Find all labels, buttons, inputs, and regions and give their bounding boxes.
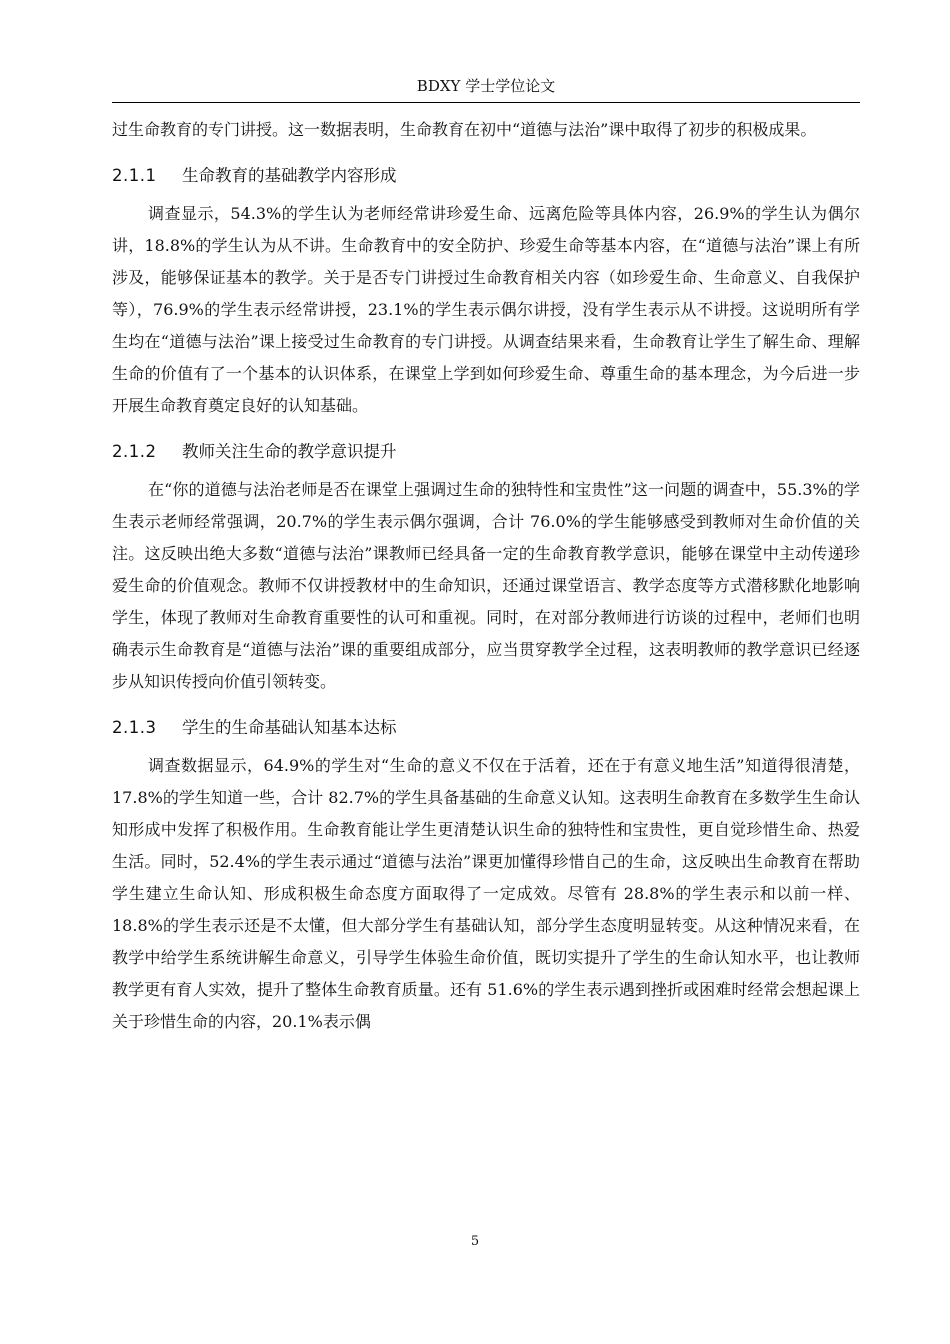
paragraph-2-1-2: 在“你的道德与法治老师是否在课堂上强调过生命的独特性和宝贵性”这一问题的调查中，55.3%的学生表示老师经常强调，20.7%的学生表示偶尔强调，合计 76.0%的学生能够感受到教师对生命价值的关注。这反映出绝大多数“道德与法治”课教师已经具备一定的生命教育教学意识，能够在课堂中主动传递珍爱生命的价值观念。教师不仅讲授教材中的生命知识，还通过课堂语言、教学态度等方式潜移默化地影响学生，体现了教师对生命教育重要性的认可和重视。同时，在对部分教师进行访谈的过程中，老师们也明确表示生命教育是“道德与法治”课的重要组成部分，应当贯穿教学全过程，这表明教师的教学意识已经逐步从知识传授向价值引领转变。 [112,480,860,691]
section-title: 教师关注生命的教学意识提升 [182,442,397,461]
page-header [112,74,860,103]
paragraph-2-1-3: 调查数据显示，64.9%的学生对“生命的意义不仅在于活着，还在于有意义地生活”知道得很清楚，17.8%的学生知道一些，合计 82.7%的学生具备基础的生命意义认知。这表明生命教育在多数学生生命认知形成中发挥了积极作用。生命教育能让学生更清楚认识生命的独特性和宝贵性，更自觉珍惜生命、热爱生活。同时，52.4%的学生表示通过“道德与法治”课更加懂得珍惜自己的生命，这反映出生命教育在帮助学生建立生命认知、形成积极生命态度方面取得了一定成效。尽管有 28.8%的学生表示和以前一样、18.8%的学生表示还是不太懂，但大部分学生有基础认知，部分学生态度明显转变。从这种情况来看，在教学中给学生系统讲解生命意义，引导学生体验生命价值，既切实提升了学生的生命认知水平，也让教师教学更有育人实效，提升了整体生命教育质量。还有 51.6%的学生表示遇到挫折或困难时经常会想起课上关于珍惜生命的内容，20.1%表示偶 [112,756,860,1031]
header-title: BDXY 学士学位论文 [416,77,556,95]
intro-paragraph: 过生命教育的专门讲授。这一数据表明，生命教育在初中“道德与法治”课中取得了初步的积极成果。 [112,120,817,139]
page-body [112,114,860,1038]
paragraph-2-1-1: 调查显示，54.3%的学生认为老师经常讲珍爱生命、远离危险等具体内容，26.9%的学生认为偶尔讲，18.8%的学生认为从不讲。生命教育中的安全防护、珍爱生命等基本内容，在“道德与法治”课上有所涉及，能够保证基本的教学。关于是否专门讲授过生命教育相关内容（如珍爱生命、生命意义、自我保护等），76.9%的学生表示经常讲授，23.1%的学生表示偶尔讲授，没有学生表示从不讲授。这说明所有学生均在“道德与法治”课上接受过生命教育的专门讲授。从调查结果来看，生命教育让学生了解生命、理解生命的价值有了一个基本的认识体系，在课堂上学到如何珍爱生命、尊重生命的基本理念，为今后进一步开展生命教育奠定良好的认知基础。 [112,204,860,415]
section-number: 2.1.1 [112,166,157,185]
section-heading-2-1-3 [112,712,860,744]
section-title: 学生的生命基础认知基本达标 [182,718,397,737]
section-heading-2-1-2 [112,436,860,468]
page-number: 5 [470,1234,480,1249]
section-number: 2.1.2 [112,442,157,461]
section-title: 生命教育的基础教学内容形成 [182,166,397,185]
section-heading-2-1-1 [112,160,860,192]
section-number: 2.1.3 [112,718,157,737]
